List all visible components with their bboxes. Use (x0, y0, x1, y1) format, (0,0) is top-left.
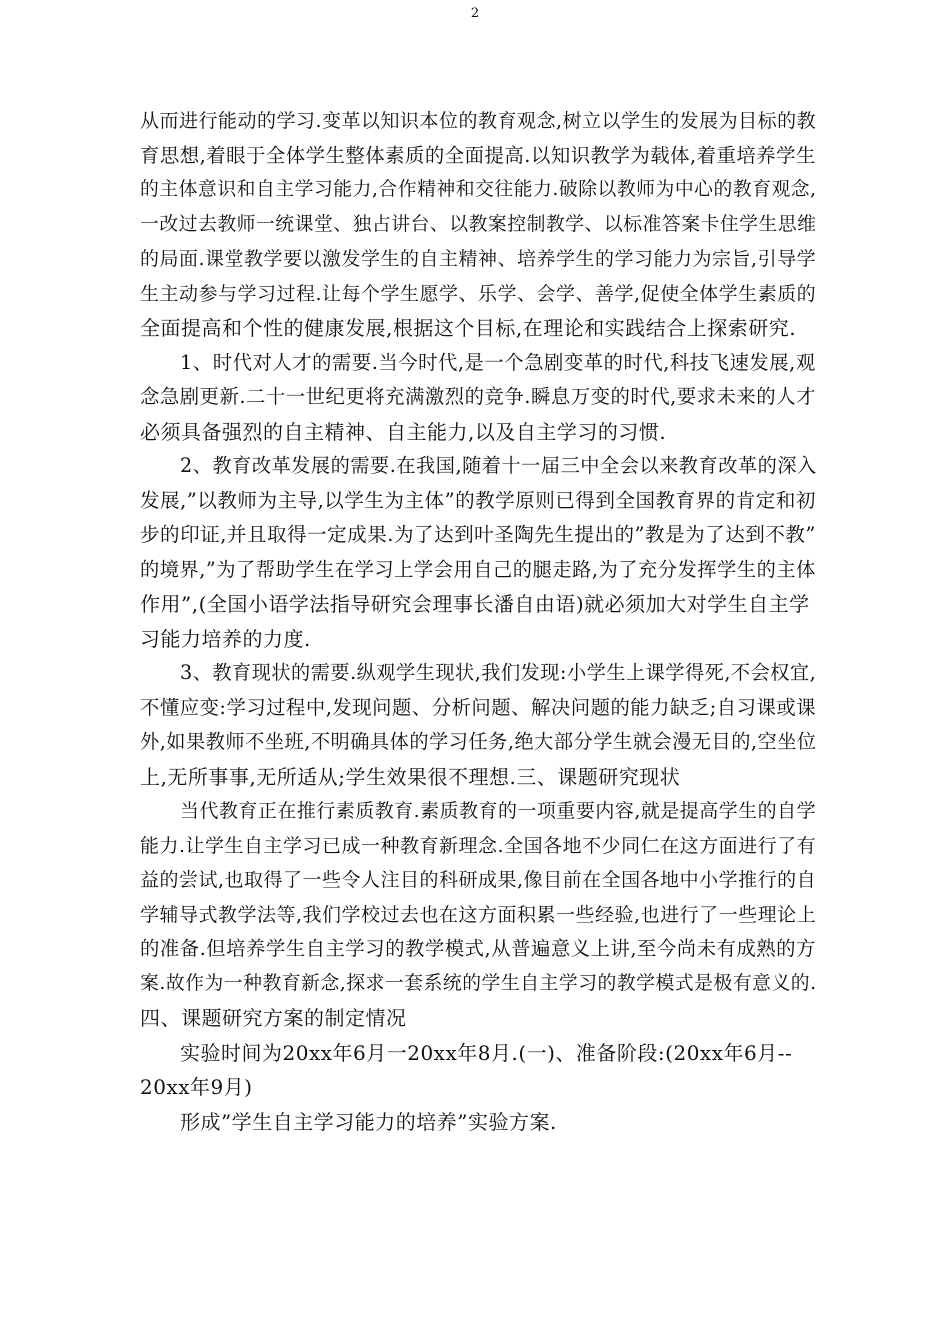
text-line: 从而进行能动的学习.变革以知识本位的教育观念,树立以学生的发展为目标的教 (140, 110, 817, 132)
text-line: 步的印证,并且取得一定成果.为了达到叶圣陶先生提出的”教是为了达到不教” (140, 523, 816, 546)
text-line: 2、教育改革发展的需要.在我国,随着十一届三中全会以来教育改革的深入 (180, 454, 817, 477)
text-line: 的准备.但培养学生自主学习的教学模式,从普遍意义上讲,至今尚未有成熟的方 (140, 937, 816, 960)
text-line: 上,无所事事,无所适从;学生效果很不理想.三、课题研究现状 (140, 764, 681, 789)
text-line: 念急剧更新.二十一世纪更将充满激烈的竞争.瞬息万变的时代,要求未来的人才 (140, 385, 816, 408)
text-line: 当代教育正在推行素质教育.素质教育的一项重要内容,就是提高学生的自学 (180, 800, 817, 822)
page-number: 2 (470, 6, 480, 21)
text-line: 作用”,(全国小语学法指导研究会理事长潘自由语)就必须加大对学生自主学 (140, 592, 810, 616)
text-line: 1、时代对人才的需要.当今时代,是一个急剧变革的时代,科技飞速发展,观 (180, 350, 816, 374)
text-line: 不懂应变:学习过程中,发现问题、分析问题、解决问题的能力缺乏;自习课或课 (140, 695, 817, 719)
text-line: 四、课题研究方案的制定情况 (140, 1006, 407, 1030)
text-line: 一改过去教师一统课堂、独占讲台、以教案控制教学、以标准答案卡住学生思维 (140, 213, 817, 235)
text-line: 20xx年9月) (140, 1075, 253, 1099)
document-body (140, 104, 816, 1139)
text-line: 育思想,着眼于全体学生整体素质的全面提高.以知识教学为载体,着重培养学生 (140, 143, 816, 167)
text-line: 益的尝试,也取得了一些令人注目的科研成果,像目前在全国各地中小学推行的自 (140, 869, 817, 891)
text-line: 案.故作为一种教育新念,探求一套系统的学生自主学习的教学模式是极有意义的. (140, 972, 817, 994)
text-line: 的局面.课堂教学要以激发学生的自主精神、培养学生的学习能力为宗旨,引导学 (140, 248, 817, 270)
text-line: 形成”学生自主学习能力的培养”实验方案. (180, 1109, 557, 1134)
text-line: 能力.让学生自主学习已成一种教育新理念.全国各地不少同仁在这方面进行了有 (140, 834, 817, 857)
text-line: 发展,”以教师为主导,以学生为主体”的教学原则已得到全国教育界的肯定和初 (140, 488, 816, 512)
text-line: 生主动参与学习过程.让每个学生愿学、乐学、会学、善学,促使全体学生素质的 (140, 282, 817, 305)
text-line: 习能力培养的力度. (140, 626, 311, 651)
text-line: 实验时间为20xx年6月一20xx年8月.(一)、准备阶段:(20xx年6月-- (180, 1040, 793, 1065)
text-line: 必须具备强烈的自主精神、自主能力,以及自主学习的习惯. (140, 419, 667, 444)
text-line: 的境界,”为了帮助学生在学习上学会用自己的腿走路,为了充分发挥学生的主体 (140, 557, 816, 581)
text-line: 外,如果教师不坐班,不明确具体的学习任务,绝大部分学生就会漫无目的,空坐位 (140, 730, 817, 753)
text-line: 学辅导式教学法等,我们学校过去也在这方面积累一些经验,也进行了一些理论上 (140, 903, 817, 926)
text-line: 的主体意识和自主学习能力,合作精神和交往能力.破除以教师为中心的教育观念, (140, 179, 817, 200)
text-line: 全面提高和个性的健康发展,根据这个目标,在理论和实践结合上探索研究. (140, 316, 797, 340)
text-line: 3、教育现状的需要.纵观学生现状,我们发现:小学生上课学得死,不会权宜, (180, 661, 817, 684)
